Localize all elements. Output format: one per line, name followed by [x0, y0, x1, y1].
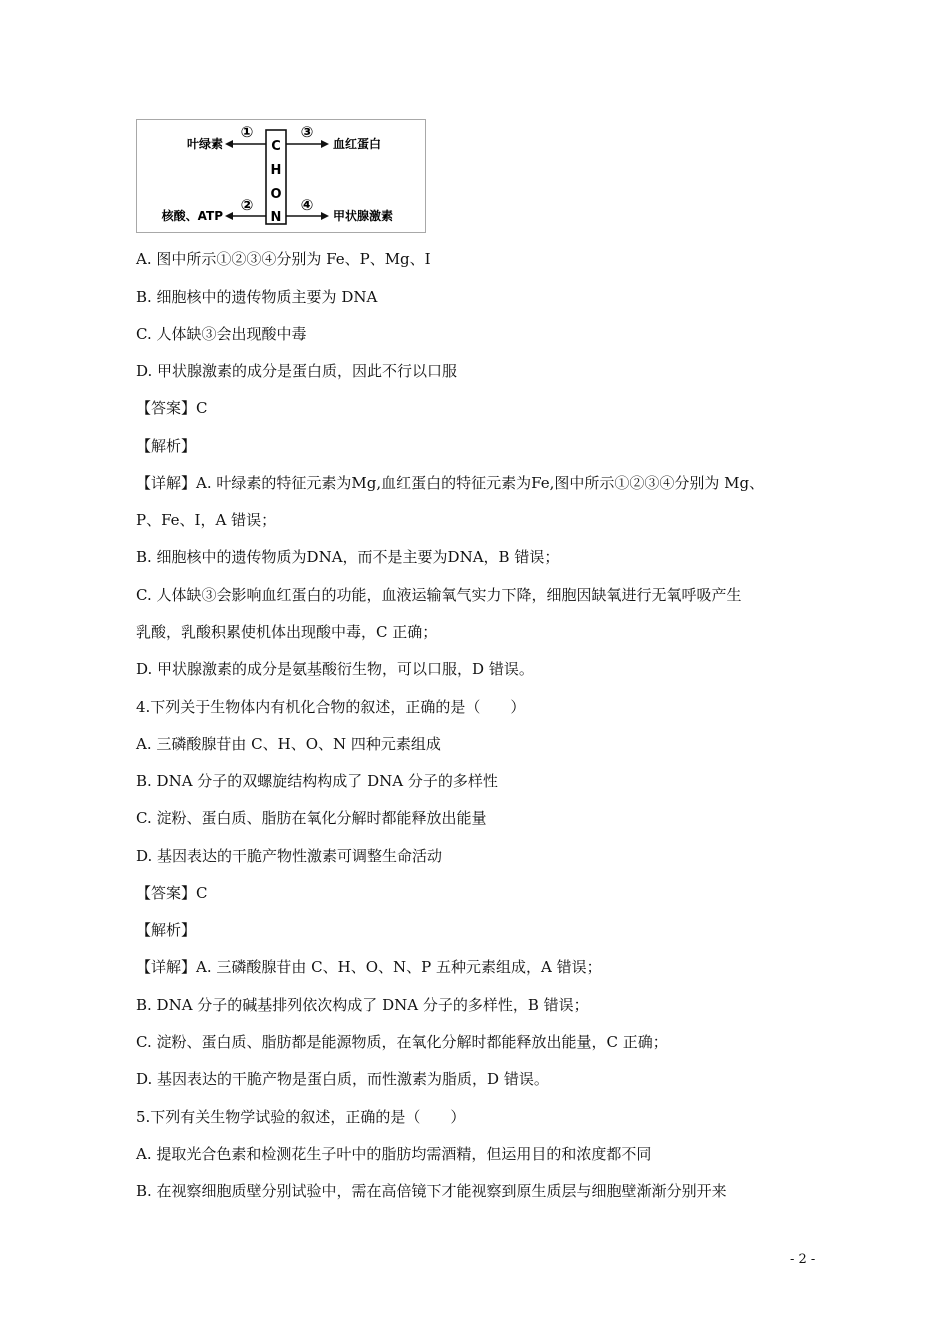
explanation-q4-b: B. DNA 分子的碱基排列依次构成了 DNA 分子的多样性，B 错误； [136, 996, 589, 1014]
element-h: H [270, 163, 282, 178]
answer-q3: 【答案】C [136, 399, 208, 417]
question-5: 5.下列有关生物学试验的叙述，正确的是（ ） [136, 1108, 466, 1126]
element-diagram [137, 120, 427, 234]
explanation-q3-b: B. 细胞核中的遗传物质为DNA，而不是主要为DNA，B 错误； [136, 548, 560, 566]
option-c-q3: C. 人体缺③会出现酸中毒 [136, 325, 307, 343]
option-b-q3: B. 细胞核中的遗传物质主要为 DNA [136, 288, 378, 306]
label-num-1: ① [240, 123, 254, 141]
arrowhead-1 [225, 140, 233, 148]
option-a-q5: A. 提取光合色素和检测花生子叶中的脂肪均需酒精，但运用目的和浓度都不同 [136, 1145, 652, 1163]
explanation-q3-line1: 【详解】A. 叶绿素的特征元素为Mg,血红蛋白的特征元素为Fe,图中所示①②③④分别为 Mg、 [136, 474, 765, 492]
arrowhead-2 [225, 212, 233, 220]
explanation-q3-c2: 乳酸，乳酸积累使机体出现酸中毒，C 正确； [136, 623, 438, 641]
option-c-q4: C. 淀粉、蛋白质、脂肪在氧化分解时都能释放出能量 [136, 809, 487, 827]
question-4: 4.下列关于生物体内有机化合物的叙述，正确的是（ ） [136, 698, 526, 716]
label-nucleic-acid-atp: 核酸、ATP [161, 209, 223, 223]
arrowhead-3 [321, 140, 329, 148]
label-num-3: ③ [300, 123, 314, 141]
explanation-q4-c: C. 淀粉、蛋白质、脂肪都是能源物质，在氧化分解时都能释放出能量，C 正确； [136, 1033, 668, 1051]
page-number: - 2 - [790, 1252, 816, 1267]
label-chlorophyll: 叶绿素 [186, 137, 223, 151]
arrowhead-4 [321, 212, 329, 220]
explanation-q4-a: 【详解】A. 三磷酸腺苷由 C、H、O、N、P 五种元素组成，A 错误； [136, 958, 602, 976]
element-composition-figure [136, 119, 426, 233]
explanation-q3-c1: C. 人体缺③会影响血红蛋白的功能，血液运输氧气实力下降，细胞因缺氧进行无氧呼吸产生 [136, 586, 742, 604]
option-d-q4: D. 基因表达的干脆产物性激素可调整生命活动 [136, 847, 443, 865]
analysis-heading-q3: 【解析】 [136, 437, 197, 455]
explanation-q4-d: D. 基因表达的干脆产物是蛋白质，而性激素为脂质，D 错误。 [136, 1070, 549, 1088]
element-c: C [271, 139, 281, 154]
explanation-q3-d: D. 甲状腺激素的成分是氨基酸衍生物，可以口服，D 错误。 [136, 660, 534, 678]
label-thyroxine: 甲状腺激素 [333, 209, 394, 223]
element-n: N [270, 210, 282, 225]
option-b-q5: B. 在视察细胞质壁分别试验中，需在高倍镜下才能视察到原生质层与细胞壁渐渐分别开来 [136, 1182, 727, 1200]
option-b-q4: B. DNA 分子的双螺旋结构构成了 DNA 分子的多样性 [136, 772, 498, 790]
label-num-4: ④ [300, 196, 314, 214]
option-a-q4: A. 三磷酸腺苷由 C、H、O、N 四种元素组成 [136, 735, 441, 753]
explanation-q3-line2: P、Fe、I，A 错误； [136, 511, 277, 529]
label-num-2: ② [240, 196, 254, 214]
answer-q4: 【答案】C [136, 884, 208, 902]
element-o: O [270, 187, 282, 202]
option-d-q3: D. 甲状腺激素的成分是蛋白质，因此不行以口服 [136, 362, 458, 380]
option-a-q3: A. 图中所示①②③④分别为 Fe、P、Mg、I [136, 250, 431, 268]
label-hemoglobin: 血红蛋白 [333, 137, 382, 151]
analysis-heading-q4: 【解析】 [136, 921, 197, 939]
